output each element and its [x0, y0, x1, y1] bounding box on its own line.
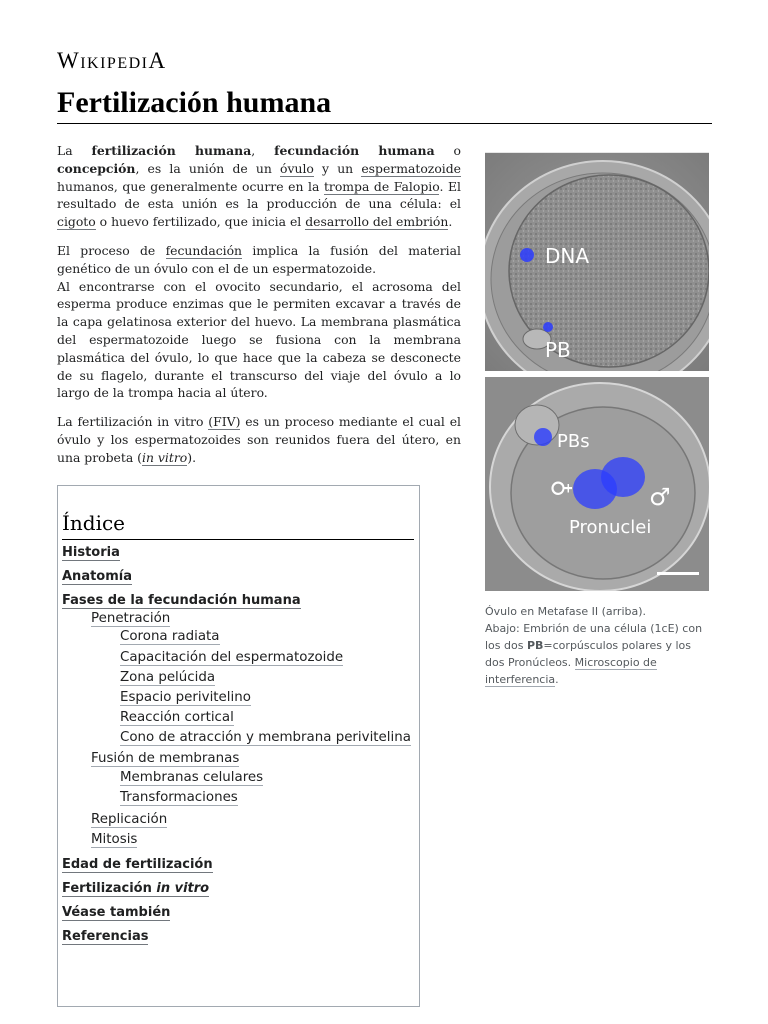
text: y un — [313, 160, 362, 176]
toc-label: Fusión de membranas — [91, 751, 240, 766]
text: ). — [187, 449, 197, 465]
table-of-contents — [57, 485, 420, 1007]
wikipedia-logo[interactable] — [57, 48, 167, 74]
intro-paragraph-3 — [57, 413, 461, 466]
pbs-label: PBs — [557, 431, 590, 452]
italic-in-vitro: in vitro — [142, 449, 188, 465]
toc-item-reaccion-cortical[interactable] — [120, 710, 234, 725]
pb-label: PB — [545, 338, 571, 362]
toc-label: Replicación — [91, 812, 168, 827]
caption-text: . — [555, 673, 559, 686]
toc-label — [62, 881, 209, 897]
text: , — [251, 143, 275, 158]
toc-label: Espacio perivitelino — [120, 690, 251, 705]
toc-item-cono-de-atraccion[interactable] — [120, 730, 411, 745]
link-fecundacion[interactable]: fecundación — [165, 242, 243, 258]
logo-last-letter: A — [148, 48, 167, 73]
infobox-figure — [485, 152, 711, 688]
toc-label: Membranas celulares — [120, 770, 264, 785]
pb-marker — [543, 322, 553, 332]
toc-label: Fases de la fecundación humana — [62, 593, 301, 608]
toc-label: Referencias — [62, 929, 149, 944]
toc-item-espacio-perivitelino[interactable] — [120, 690, 251, 705]
toc-item-fases[interactable] — [62, 593, 301, 608]
link-cigoto[interactable]: cigoto — [57, 214, 96, 230]
figure-caption — [485, 603, 709, 688]
text: , es la unión de un — [135, 160, 280, 176]
toc-label: Penetración — [91, 611, 171, 626]
article-body — [57, 142, 461, 467]
toc-label: Corona radiata — [120, 629, 220, 644]
text: implica la fusión del material genético de un óvulo con el de un espermatozoide. — [57, 242, 461, 276]
ovum-metaphase-image[interactable] — [485, 152, 709, 371]
link-trompa-de-falopio[interactable]: trompa de Falopio — [323, 178, 440, 194]
text: La fertilización in vitro — [57, 414, 209, 430]
toc-label: Edad de fertilización — [62, 857, 213, 872]
intro-paragraph-2 — [57, 242, 461, 278]
toc-item-replicacion[interactable] — [91, 812, 167, 827]
intro-paragraph-1 — [57, 142, 461, 231]
dna-marker — [520, 248, 534, 262]
caption-text: =corpúsculos polares y los dos Pronúcleos. — [485, 639, 691, 669]
toc-item-zona-pelucida[interactable] — [120, 670, 215, 685]
caption-line-1: Óvulo en Metafase II (arriba). — [485, 605, 647, 618]
toc-label: Mitosis — [91, 832, 138, 847]
toc-label: Zona pelúcida — [120, 670, 216, 685]
page-title: Fertilización humana — [57, 86, 712, 124]
toc-label: Cono de atracción y membrana perivitelina — [120, 730, 411, 745]
link-fiv[interactable]: (FIV) — [208, 414, 241, 430]
text: . El resultado de esta unión es la producción de una célula: el — [57, 178, 461, 212]
bold-term-fertilizacion: fertilización humana — [91, 143, 252, 158]
toc-item-fusion-de-membranas[interactable] — [91, 751, 239, 766]
toc-item-anatomia[interactable] — [62, 569, 132, 584]
female-symbol-icon: ♀ — [547, 479, 575, 497]
logo-first-letter: W — [57, 48, 81, 73]
link-ovulo[interactable]: óvulo — [280, 160, 314, 176]
toc-item-historia[interactable] — [62, 545, 120, 560]
bold-term-fecundacion: fecundación humana — [274, 143, 435, 158]
text: o huevo fertilizado, que inicia el — [95, 214, 306, 230]
toc-label-part: Fertilización — [62, 881, 157, 896]
toc-item-referencias[interactable] — [62, 929, 148, 944]
link-microscopio-de-interferencia[interactable]: Microscopio de interferencia — [485, 656, 657, 686]
toc-label-italic: in vitro — [156, 881, 210, 896]
pbs-marker — [534, 428, 552, 446]
text: es un proceso mediante el cual el óvulo y los espermatozoides son reunidos fuera del útero, en una probeta ( — [57, 414, 461, 465]
toc-label: Historia — [62, 545, 120, 560]
link-espermatozoide[interactable]: espermatozoide — [361, 160, 462, 176]
male-symbol-icon: ♂ — [649, 483, 671, 511]
link-in-vitro[interactable] — [142, 450, 187, 466]
scale-bar — [657, 572, 699, 575]
text: o — [434, 143, 461, 158]
toc-item-fertilizacion-in-vitro[interactable] — [62, 881, 209, 896]
toc-label: Transformaciones — [120, 790, 238, 805]
text: . — [448, 214, 453, 230]
toc-label: Reacción cortical — [120, 710, 234, 725]
toc-item-edad-de-fertilizacion[interactable] — [62, 857, 213, 872]
toc-item-mitosis[interactable] — [91, 832, 137, 847]
embryo-one-cell-image[interactable] — [485, 377, 709, 591]
toc-label: Véase también — [62, 905, 171, 920]
toc-label: Capacitación del espermatozoide — [120, 650, 344, 665]
text: La — [57, 143, 92, 158]
toc-title: Índice — [62, 511, 414, 540]
dna-label: DNA — [545, 244, 590, 268]
text: humanos, que generalmente ocurre en la — [57, 178, 324, 194]
toc-label: Anatomía — [62, 569, 133, 584]
logo-small-caps: IKIPEDI — [80, 55, 149, 72]
toc-item-capacitacion[interactable] — [120, 650, 343, 665]
caption-bold-pb: PB — [526, 639, 544, 652]
pronucleus-male — [601, 457, 645, 497]
caption-text: Abajo: Embrión de una célula (1cE) con los dos — [485, 622, 703, 652]
toc-item-corona-radiata[interactable] — [120, 629, 220, 644]
toc-item-membranas-celulares[interactable] — [120, 770, 263, 785]
toc-item-vease-tambien[interactable] — [62, 905, 170, 920]
link-desarrollo-del-embrion[interactable]: desarrollo del embrión — [305, 214, 449, 230]
intro-paragraph-2b: Al encontrarse con el ovocito secundario, el acrosoma del esperma produce enzimas que le permiten excavar a través de la capa gelatinosa exterior del huevo. La membrana plasmática del espermatozoide luego se fusiona con la membrana plasmática del óvulo, lo que hace que la cabeza se desconecte de su flagelo, durante el transcurso del viaje del óvulo a lo largo de la trompa hacia al útero. — [57, 278, 461, 401]
text: El proceso de — [57, 242, 166, 258]
pronuclei-label: Pronuclei — [569, 517, 652, 538]
toc-item-penetracion[interactable] — [91, 611, 170, 626]
bold-term-concepcion: concepción — [57, 160, 136, 176]
toc-item-transformaciones[interactable] — [120, 790, 238, 805]
